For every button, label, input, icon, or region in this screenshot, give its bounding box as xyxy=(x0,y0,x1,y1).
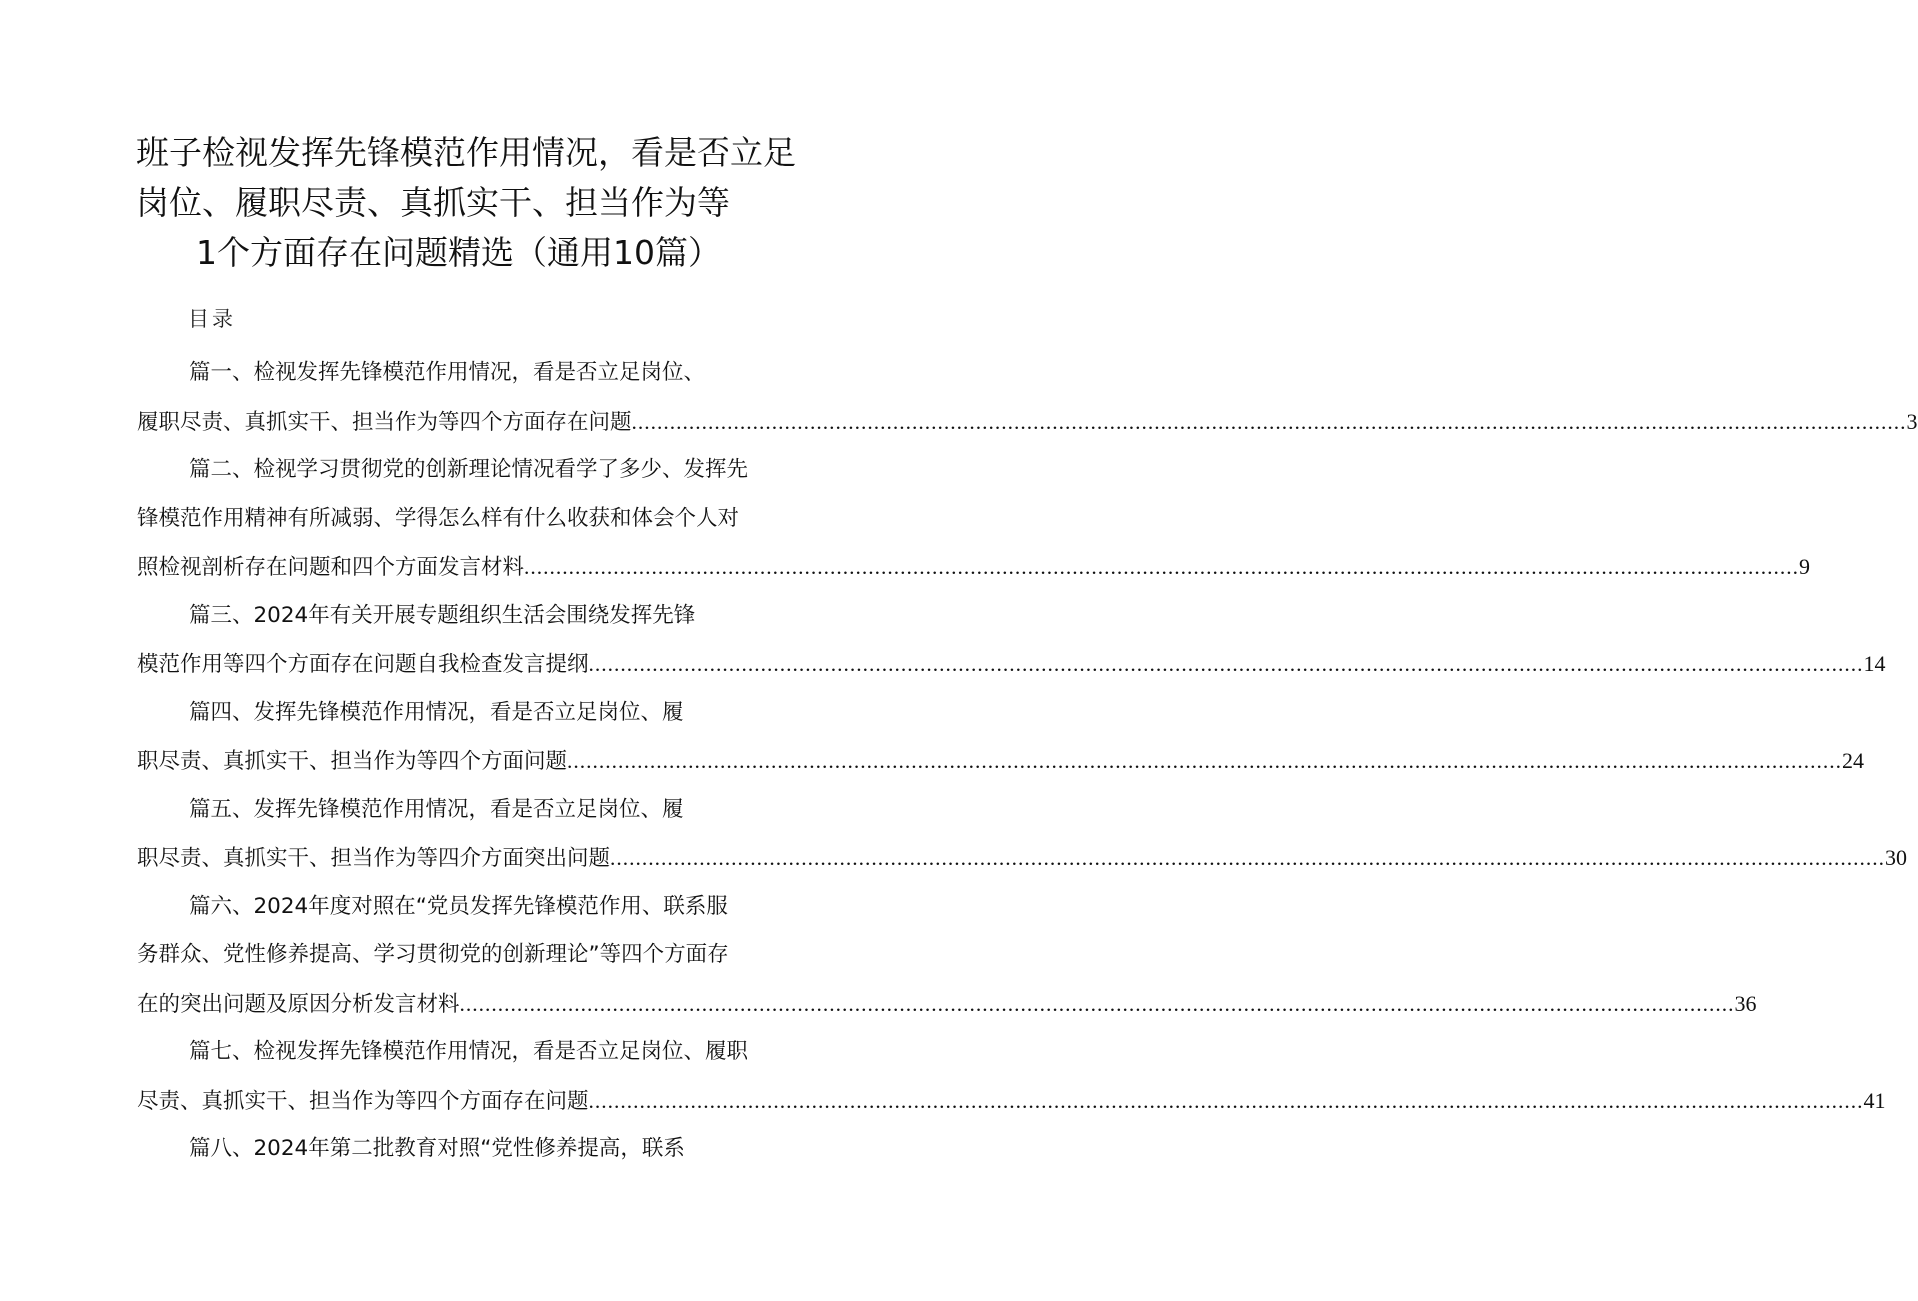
toc-entry[interactable] xyxy=(137,689,1865,786)
toc-entry[interactable] xyxy=(137,786,1908,883)
toc-dot-leader: ........................................................................................................................................................................................................ xyxy=(588,1088,1864,1113)
toc-page-number: 14 xyxy=(1863,651,1886,676)
toc-entry-line: 篇四、发挥先锋模范作用情况，看是否立足岗位、履 xyxy=(189,699,684,725)
toc-entry-line xyxy=(137,1077,1886,1126)
toc-entry-text: 履职尽责、真抓实干、担当作为等四个方面存在问题 xyxy=(137,409,632,435)
toc-entry-text: 照检视剖析存在问题和四个方面发言材料 xyxy=(137,555,525,580)
table-of-contents xyxy=(137,349,1918,1174)
toc-entry-line: 篇五、发挥先锋模范作用情况，看是否立足岗位、履 xyxy=(189,796,684,822)
toc-dot-leader: ........................................................................................................................................................................................................ xyxy=(459,991,1735,1016)
toc-entry-line xyxy=(137,980,1757,1029)
toc-entry-text: 职尽责、真抓实干、担当作为等四个方面问题 xyxy=(137,749,568,774)
toc-dot-leader: ........................................................................................................................................................................................................ xyxy=(631,409,1907,434)
toc-entry[interactable] xyxy=(137,349,1918,446)
toc-entry-line: 篇八、2024年第二批教育对照“党性修养提高，联系 xyxy=(189,1136,685,1161)
toc-page-number: 24 xyxy=(1842,748,1865,773)
toc-entry-text: 尽责、真抓实干、担当作为等四个方面存在问题 xyxy=(137,1088,589,1114)
toc-entry-line: 篇六、2024年度对照在“党员发挥先锋模范作用、联系服 xyxy=(189,893,728,919)
toc-entry-text: 在的突出问题及原因分析发言材料 xyxy=(137,991,460,1017)
toc-page-number: 41 xyxy=(1863,1087,1886,1113)
toc-entry-line xyxy=(137,834,1908,883)
toc-entry[interactable] xyxy=(137,592,1886,689)
toc-page-number: 3 xyxy=(1906,408,1918,434)
document-title xyxy=(136,128,796,278)
toc-entry[interactable] xyxy=(137,883,1757,1029)
toc-entry-line: 篇一、检视发挥先锋模范作用情况，看是否立足岗位、 xyxy=(189,360,706,385)
toc-entry-line: 篇七、检视发挥先锋模范作用情况，看是否立足岗位、履职 xyxy=(189,1039,749,1064)
toc-entry[interactable] xyxy=(137,1125,787,1174)
toc-entry-line xyxy=(137,640,1886,689)
toc-entry-line xyxy=(137,543,1811,592)
toc-entry-line xyxy=(137,737,1865,786)
toc-entry-line: 锋模范作用精神有所减弱、学得怎么样有什么收获和体会个人对 xyxy=(137,505,740,531)
toc-entry-text: 模范作用等四个方面存在问题自我检查发言提纲 xyxy=(137,652,589,677)
toc-dot-leader: ........................................................................................................................................................................................................ xyxy=(588,652,1864,676)
toc-entry-line: 篇二、检视学习贯彻党的创新理论情况看学了多少、发挥先 xyxy=(189,457,749,482)
toc-entry-line: 篇三、2024年有关开展专题组织生活会围绕发挥先锋 xyxy=(189,602,696,628)
toc-page-number: 36 xyxy=(1734,990,1757,1016)
title-line-2: 岗位、履职尽责、真抓实干、担当作为等 xyxy=(136,183,730,222)
toc-heading: 目录 xyxy=(188,307,236,331)
toc-entry[interactable] xyxy=(137,1028,1886,1125)
toc-dot-leader: ........................................................................................................................................................................................................ xyxy=(610,846,1886,870)
toc-dot-leader: ........................................................................................................................................................................................................ xyxy=(524,555,1800,579)
toc-entry-line: 务群众、党性修养提高、学习贯彻党的创新理论”等四个方面存 xyxy=(137,942,729,967)
toc-page-number: 30 xyxy=(1885,845,1908,870)
toc-page-number: 9 xyxy=(1799,554,1811,579)
title-line-1: 班子检视发挥先锋模范作用情况，看是否立足 xyxy=(136,133,796,172)
toc-entry-text: 职尽责、真抓实干、担当作为等四介方面突出问题 xyxy=(137,846,611,871)
toc-entry-line xyxy=(137,398,1918,447)
toc-dot-leader: ........................................................................................................................................................................................................ xyxy=(567,749,1843,773)
title-line-3: 1个方面存在问题精选（通用10篇） xyxy=(196,233,721,272)
toc-entry[interactable] xyxy=(137,446,1811,592)
